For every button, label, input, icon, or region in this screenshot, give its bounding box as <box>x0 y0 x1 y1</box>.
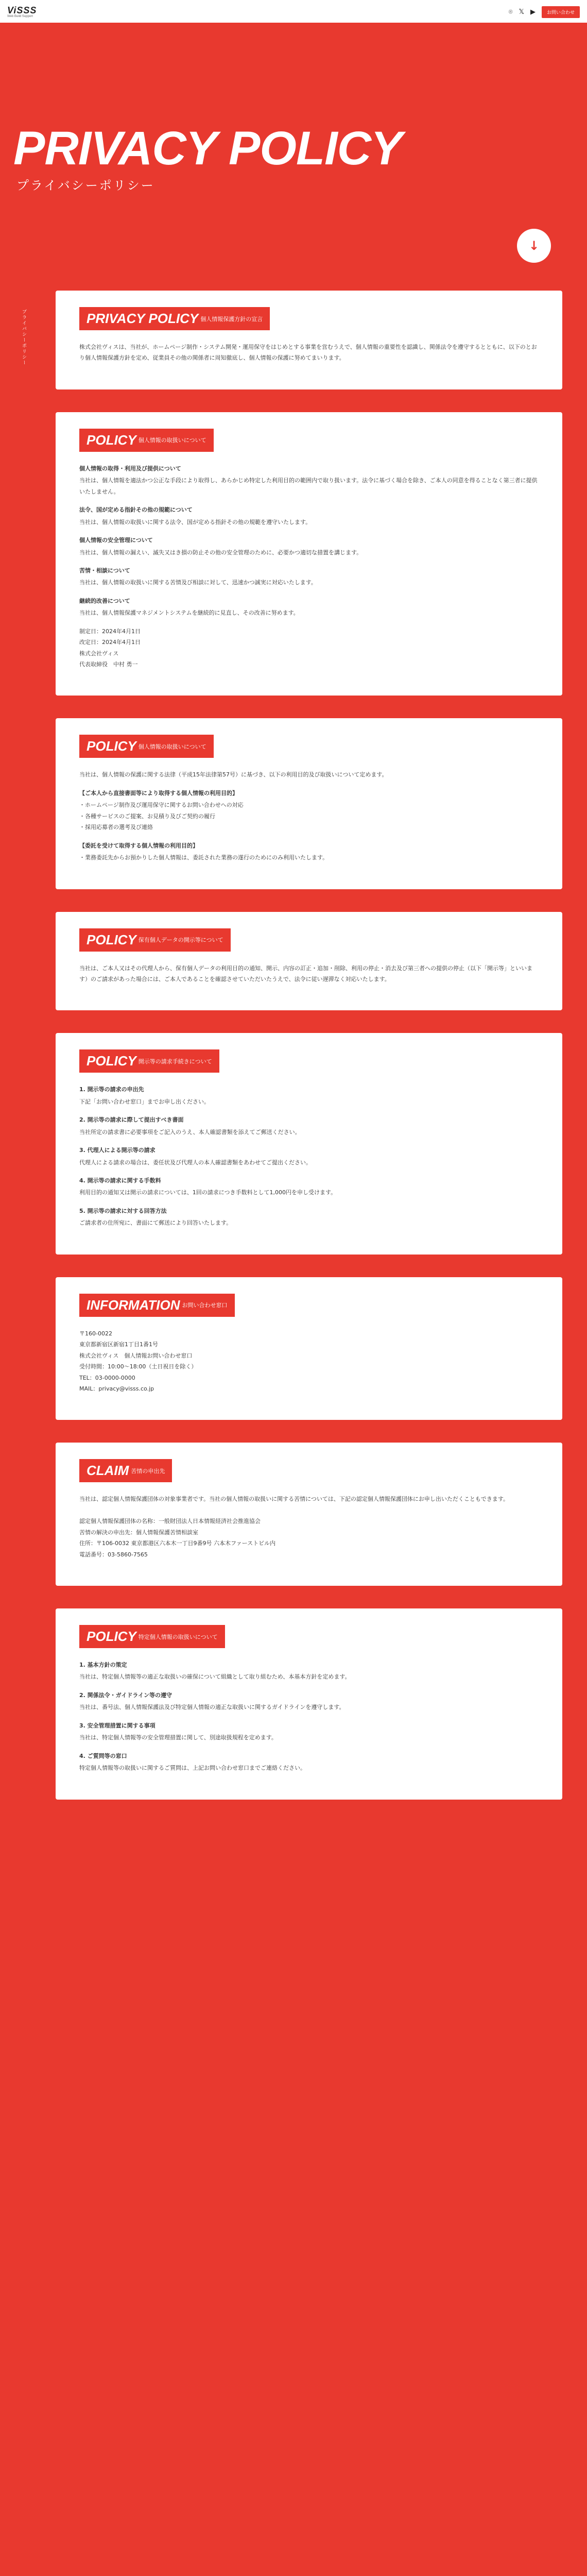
scroll-down-icon[interactable]: ↓ <box>517 229 551 263</box>
item-text: 当社は、番号法、個人情報保護法及び特定個人情報の適正な取扱いに関するガイドラインを遵守します。 <box>79 1704 345 1711</box>
side-label: プライバシーポリシー <box>21 309 26 366</box>
item-title: 個人情報の安全管理について <box>79 537 153 544</box>
item-text: ご請求者の住所宛に、書面にて郵送により回答いたします。 <box>79 1219 232 1227</box>
section-handling <box>56 412 562 696</box>
main-content <box>56 291 562 1822</box>
section-declaration <box>56 291 562 389</box>
item-text: 当社は、個人情報の取扱いに関する法令、国が定める指針その他の規範を遵守いたします。 <box>79 518 312 526</box>
contact-button[interactable]: お問い合わせ <box>542 6 580 18</box>
section-purpose <box>56 718 562 889</box>
item-title: 5. 開示等の請求に対する回答方法 <box>79 1207 167 1214</box>
header-logo[interactable]: ViSSS Web Build Support <box>7 5 37 18</box>
section-heading: CLAIM 苦情の申出先 <box>79 1459 172 1482</box>
item-title: 4. 開示等の請求に関する手数料 <box>79 1177 161 1184</box>
instagram-icon[interactable]: ⌾ <box>508 8 513 16</box>
section-heading: POLICY 保有個人データの開示等について <box>79 928 231 952</box>
hero-banner <box>0 23 587 280</box>
section-procedure <box>56 1033 562 1254</box>
section-text: 当社は、ご本人又はその代理人から、保有個人データの利用目的の通知、開示、内容の訂正・追加・削除、利用の停止・消去及び第三者への提供の停止（以下「開示等」といいます）のご請求があった場合には、ご本人であることを確認させていただいたうえで、法令に従い遅滞なく対応いたします。 <box>79 964 532 982</box>
x-icon[interactable]: 𝕏 <box>519 8 524 16</box>
item-text: 利用目的の通知又は開示の請求については、1回の請求につき手数料として1,000円を申し受けます。 <box>79 1189 337 1196</box>
item-title: 【委託を受けて取得する個人情報の利用目的】 <box>79 842 198 849</box>
item-text: 代理人による請求の場合は、委任状及び代理人の本人確認書類をあわせてご提出ください。 <box>79 1159 312 1166</box>
item-title: 個人情報の取得・利用及び提供について <box>79 465 181 472</box>
section-text: 株式会社ヴィスは、当社が、ホームページ制作・システム開発・運用保守をはじめとする事業を営むうえで、個人情報の重要性を認識し、関係法令を遵守するとともに、以下のとおり個人情報保護方針を定め、従業員その他の関係者に周知徹底し、個人情報の保護に努めてまいります。 <box>79 344 537 362</box>
section-text: 当社は、認定個人情報保護団体の対象事業者です。当社の個人情報の取扱いに関する苦情については、下記の認定個人情報保護団体にお申し出いただくこともできます。 認定個人情報保護団体の名称：一般財団法人日本情報経済社会推進協会 苦情の解決の申出先：個人情報保護苦情相談室 住所：〒106-0032 東京都港区六本木一丁目9番9号 六本木ファーストビル内 電話番号：03-5860-7565 <box>79 1496 509 1558</box>
section-information <box>56 1277 562 1420</box>
item-text: 当社は、特定個人情報等の適正な取扱いの確保について組織として取り組むため、本基本方針を定めます。 <box>79 1673 351 1681</box>
section-text: 当社は、個人情報の保護に関する法律（平成15年法律第57号）に基づき、以下の利用目的及び取扱いについて定めます。 <box>79 771 388 778</box>
item-title: 3. 代理人による開示等の請求 <box>79 1147 156 1154</box>
section-text: 〒160-0022 東京都新宿区新宿1丁目1番1号 株式会社ヴィス 個人情報お問い合わせ窓口 受付時間：10:00〜18:00（土日祝日を除く） TEL：03-0000-0000 MAIL：privacy@visss.co.jp <box>79 1330 197 1392</box>
item-text: 当社は、個人情報の取扱いに関する苦情及び相談に対して、迅速かつ誠実に対応いたします。 <box>79 579 317 586</box>
section-heading: POLICY 個人情報の取扱いについて <box>79 735 214 758</box>
section-heading: POLICY 特定個人情報の取扱いについて <box>79 1625 225 1648</box>
item-text: ・業務委託先からお預かりした個人情報は、委託された業務の遂行のためにのみ利用いたします。 <box>79 854 329 861</box>
section-heading: POLICY 開示等の請求手続きについて <box>79 1049 219 1073</box>
item-title: 4. ご質問等の窓口 <box>79 1752 127 1759</box>
site-header <box>0 0 587 23</box>
item-text: 下記「お問い合わせ窓口」までお申し出ください。 <box>79 1098 210 1105</box>
item-title: 3. 安全管理措置に関する事項 <box>79 1722 156 1729</box>
section-disclosure <box>56 912 562 1011</box>
section-claim <box>56 1443 562 1586</box>
item-title: 1. 開示等の請求の申出先 <box>79 1086 144 1093</box>
item-text: 当社は、個人情報の漏えい、滅失又はき損の防止その他の安全管理のために、必要かつ適切な措置を講じます。 <box>79 549 362 556</box>
item-text: 当社は、個人情報保護マネジメントシステムを継続的に見直し、その改善に努めます。 <box>79 609 299 617</box>
item-title: 2. 開示等の請求に際して提出すべき書面 <box>79 1116 184 1124</box>
item-text: 当社は、特定個人情報等の安全管理措置に関して、別途取扱規程を定めます。 <box>79 1734 277 1741</box>
item-title: 法令、国が定める指針その他の規範について <box>79 506 193 514</box>
section-specific-info <box>56 1608 562 1800</box>
item-title: 1. 基本方針の策定 <box>79 1662 127 1668</box>
youtube-icon[interactable]: ▶ <box>530 8 536 16</box>
section-heading: POLICY 個人情報の取扱いについて <box>79 429 214 452</box>
header-icons <box>509 6 580 18</box>
section-heading: PRIVACY POLICY 個人情報保護方針の宣言 <box>79 307 270 330</box>
item-title: 2. 関係法令・ガイドライン等の遵守 <box>79 1691 172 1699</box>
item-text: 当社所定の請求書に必要事項をご記入のうえ、本人確認書類を添えてご郵送ください。 <box>79 1128 301 1136</box>
page-subtitle: プライバシーポリシー <box>16 178 155 193</box>
section-heading: INFORMATION お問い合わせ窓口 <box>79 1294 235 1317</box>
item-text: ・ホームページ制作及び運用保守に関するお問い合わせへの対応 ・各種サービスのご提案、お見積り及びご契約の履行 ・採用応募者の選考及び連絡 <box>79 802 244 831</box>
section-footer: 制定日：2024年4月1日 改定日：2024年4月1日 株式会社ヴィス 代表取締役 中村 勇一 <box>79 628 141 668</box>
item-text: 特定個人情報等の取扱いに関するご質問は、上記お問い合わせ窓口までご連絡ください。 <box>79 1765 306 1772</box>
item-title: 【ご本人から直接書面等により取得する個人情報の利用目的】 <box>79 789 238 796</box>
page-title: PRIVACY POLICY <box>13 122 402 175</box>
item-title: 継続的改善について <box>79 597 130 604</box>
item-title: 苦情・相談について <box>79 567 130 574</box>
item-text: 当社は、個人情報を適法かつ公正な手段により取得し、あらかじめ特定した利用目的の範囲内で取り扱います。法令に基づく場合を除き、ご本人の同意を得ることなく第三者に提供いたしません。 <box>79 477 538 495</box>
